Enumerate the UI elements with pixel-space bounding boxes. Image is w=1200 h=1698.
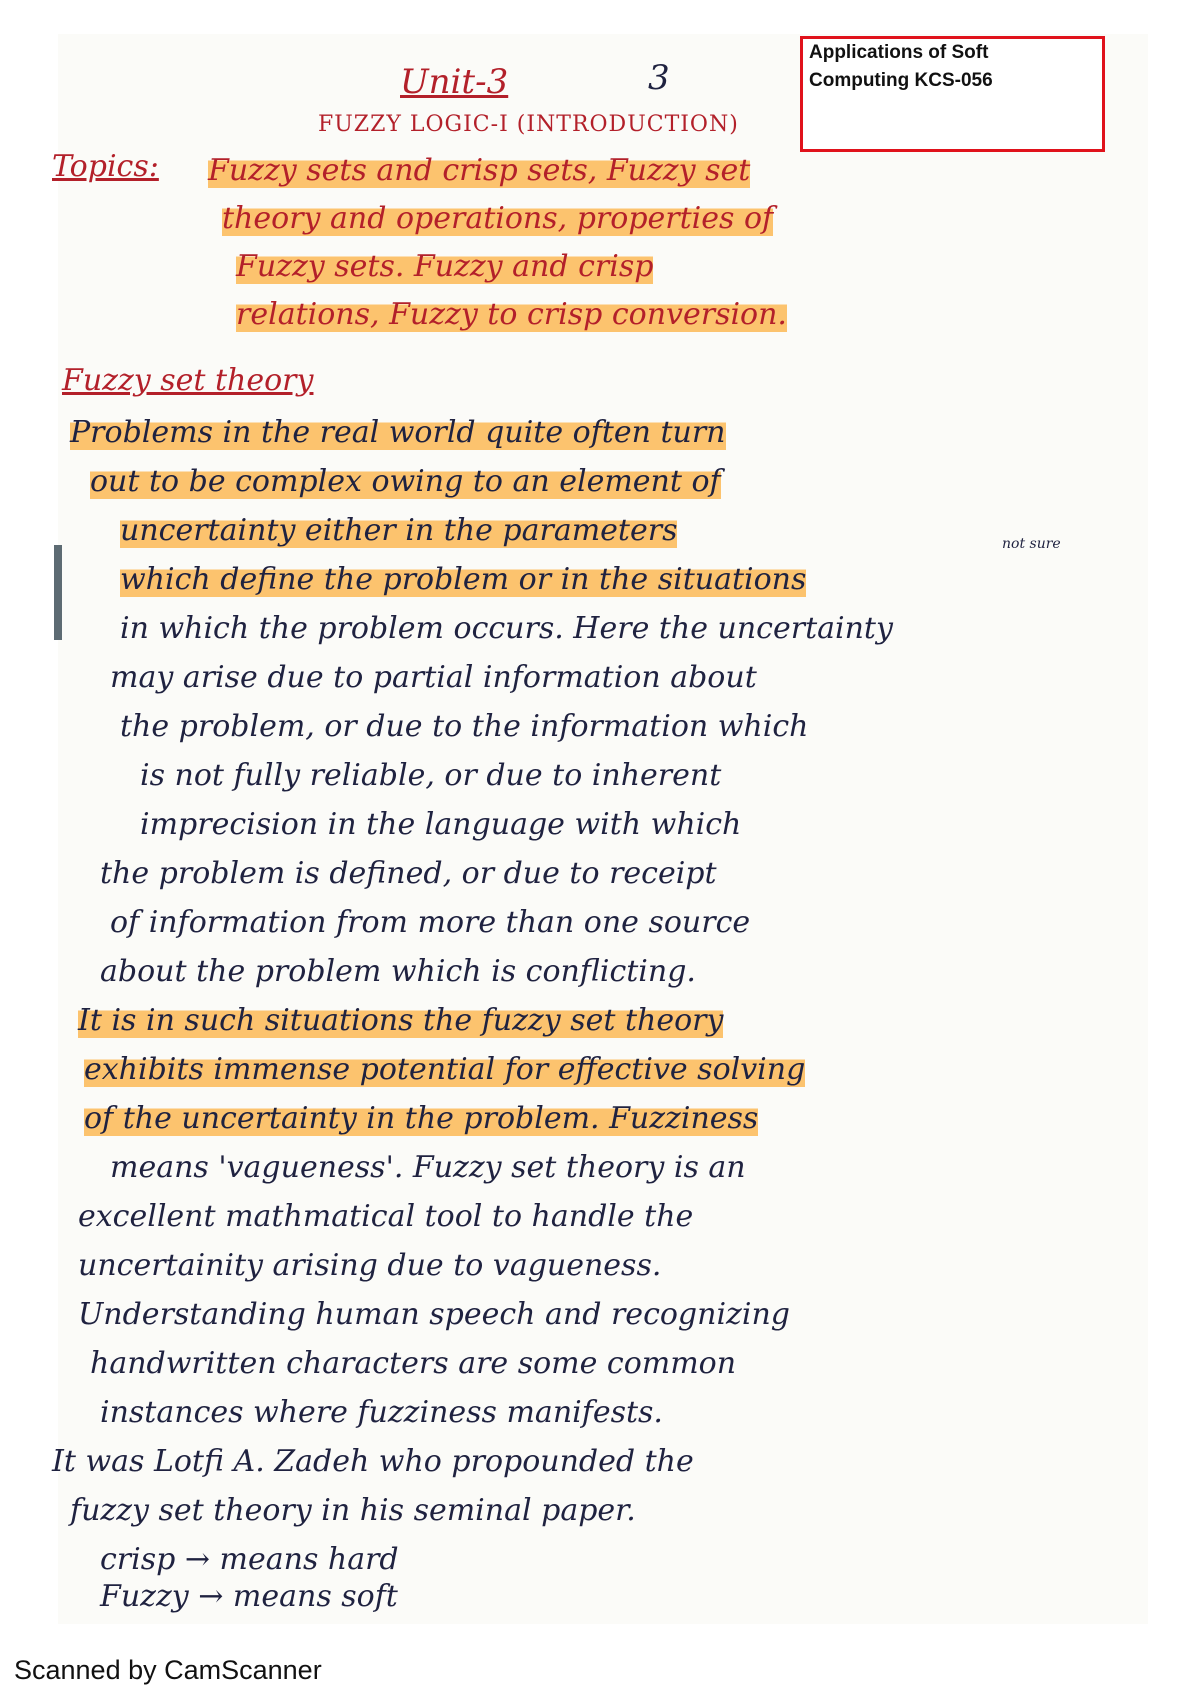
margin-note: not sure bbox=[1002, 536, 1061, 552]
body-line: Fuzzy → means soft bbox=[100, 1579, 398, 1614]
topics-line: Fuzzy sets and crisp sets, Fuzzy set bbox=[208, 146, 750, 195]
body-line: crisp → means hard bbox=[100, 1542, 399, 1577]
topics-label: Topics: bbox=[52, 149, 159, 184]
body-line: out to be complex owing to an element of bbox=[90, 457, 721, 506]
body-line: It was Lotfi A. Zadeh who propounded the bbox=[52, 1444, 694, 1479]
scanner-watermark: Scanned by CamScanner bbox=[14, 1655, 322, 1685]
body-line: in which the problem occurs. Here the uncertainty bbox=[120, 611, 893, 646]
body-line: of information from more than one source bbox=[110, 905, 751, 940]
unit-subtitle: FUZZY LOGIC-I (INTRODUCTION) bbox=[318, 112, 739, 137]
body-line: may arise due to partial information about bbox=[110, 660, 757, 695]
body-line: Problems in the real world quite often turn bbox=[70, 408, 726, 457]
course-label-line2: Computing KCS-056 bbox=[809, 70, 993, 91]
body-line: instances where fuzziness manifests. bbox=[100, 1395, 663, 1430]
topics-line: theory and operations, properties of bbox=[222, 194, 773, 243]
section-heading: Fuzzy set theory bbox=[62, 363, 314, 398]
tape-strip bbox=[54, 545, 62, 640]
course-label-box bbox=[800, 36, 1105, 152]
topics-line: relations, Fuzzy to crisp conversion. bbox=[236, 290, 787, 339]
body-line: the problem, or due to the information which bbox=[120, 709, 809, 744]
body-line: uncertainty either in the parameters bbox=[120, 506, 677, 555]
body-line: about the problem which is conflicting. bbox=[100, 954, 696, 989]
body-line: which define the problem or in the situations bbox=[120, 555, 806, 604]
body-line: handwritten characters are some common bbox=[90, 1346, 737, 1381]
body-line: uncertainity arising due to vagueness. bbox=[78, 1248, 662, 1283]
topics-line: Fuzzy sets. Fuzzy and crisp bbox=[236, 242, 653, 291]
body-line: It is in such situations the fuzzy set theory bbox=[78, 996, 723, 1045]
body-line: exhibits immense potential for effective solving bbox=[84, 1045, 805, 1094]
body-line: imprecision in the language with which bbox=[140, 807, 742, 842]
page-number: 3 bbox=[648, 58, 670, 98]
body-line: excellent mathmatical tool to handle the bbox=[78, 1199, 694, 1234]
body-line: means 'vagueness'. Fuzzy set theory is an bbox=[110, 1150, 746, 1185]
body-line: is not fully reliable, or due to inherent bbox=[140, 758, 722, 793]
body-line: the problem is defined, or due to receipt bbox=[100, 856, 717, 891]
course-label-line1: Applications of Soft bbox=[809, 42, 989, 63]
body-line: of the uncertainty in the problem. Fuzziness bbox=[84, 1094, 758, 1143]
body-line: fuzzy set theory in his seminal paper. bbox=[70, 1493, 636, 1528]
body-line: Understanding human speech and recognizing bbox=[78, 1297, 790, 1332]
unit-title: Unit-3 bbox=[400, 62, 509, 102]
